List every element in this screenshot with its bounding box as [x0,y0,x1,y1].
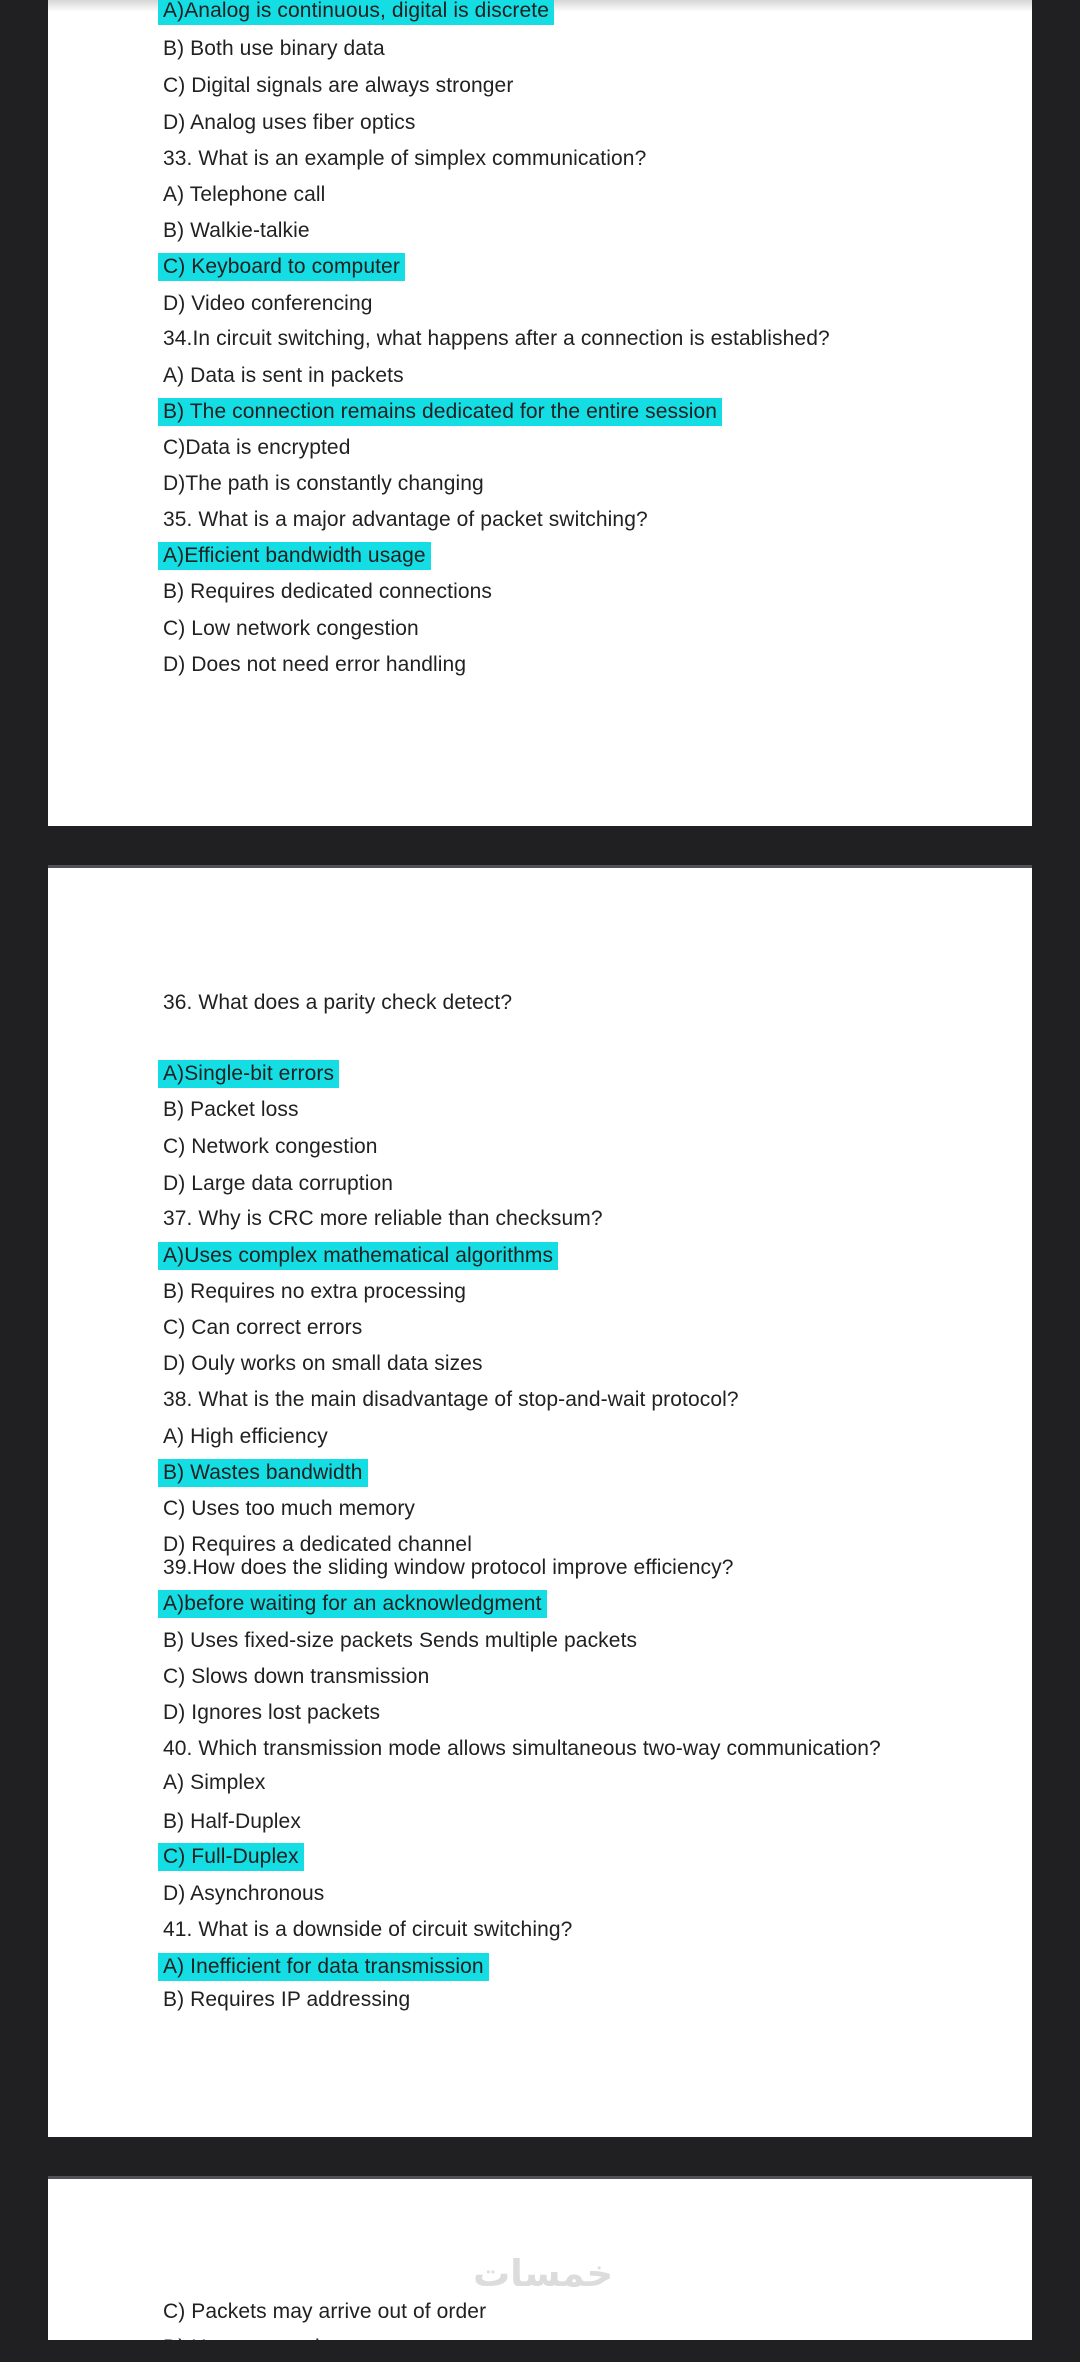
text-line: 40. Which transmission mode allows simultaneous two-way communication? [163,1737,881,1760]
text-line: 38. What is the main disadvantage of stop-and-wait protocol? [163,1388,739,1411]
document-page-2 [48,865,1032,2137]
page-top-edge [48,865,1032,868]
text-line: D) Analog uses fiber optics [163,111,416,134]
text-line: 41. What is a downside of circuit switching? [163,1918,573,1941]
page-top-edge [48,2176,1032,2179]
highlighted-answer-line: B) Wastes bandwidth [158,1459,368,1487]
highlighted-answer-line: C) Full-Duplex [158,1843,304,1871]
text-line: A) Data is sent in packets [163,364,404,387]
text-line: B) Requires IP addressing [163,1988,411,2011]
highlighted-answer-line: A)Single-bit errors [158,1060,339,1088]
text-line: B) Packet loss [163,1098,299,1121]
text-line: 37. Why is CRC more reliable than checksum? [163,1207,603,1230]
highlighted-answer-line: A)Efficient bandwidth usage [158,542,431,570]
text-line: D) Large data corruption [163,1172,394,1195]
text-line: B) Half-Duplex [163,1810,301,1833]
text-line: A) High efficiency [163,1425,328,1448]
text-line: 36. What does a parity check detect? [163,991,513,1014]
text-line: D) Uses encryption [163,2336,344,2359]
text-line: D) Video conferencing [163,292,373,315]
text-line: B) Both use binary data [163,37,385,60]
text-line: 34.In circuit switching, what happens after a connection is established? [163,327,830,350]
text-line: B) Uses fixed-size packets Sends multiple packets [163,1629,638,1652]
text-line: D) Ignores lost packets [163,1701,381,1724]
text-line: 33. What is an example of simplex communication? [163,147,647,170]
text-line: C) Slows down transmission [163,1665,430,1688]
text-line: C) Low network congestion [163,617,419,640]
text-line: D) Requires a dedicated channel [163,1533,472,1556]
text-line: D) Asynchronous [163,1882,325,1905]
text-line: C) Network congestion [163,1135,378,1158]
text-line: D) Does not need error handling [163,653,467,676]
text-line: C) Packets may arrive out of order [163,2300,487,2323]
highlighted-answer-line: A)before waiting for an acknowledgment [158,1590,547,1618]
text-line: 35. What is a major advantage of packet switching? [163,508,648,531]
text-line: D)The path is constantly changing [163,472,484,495]
document-page-3 [48,2176,1032,2359]
highlighted-answer-line: A) Inefficient for data transmission [158,1953,489,1981]
text-line: A) Telephone call [163,183,326,206]
text-line: C) Digital signals are always stronger [163,74,514,97]
highlighted-answer-line: A)Uses complex mathematical algorithms [158,1242,558,1270]
text-line: C) Can correct errors [163,1316,363,1339]
text-line: B) Requires dedicated connections [163,580,492,603]
text-line: 39.How does the sliding window protocol improve efficiency? [163,1556,734,1579]
document-page-1 [48,0,1032,826]
highlighted-answer-line: C) Keyboard to computer [158,253,405,281]
highlighted-answer-line: A)Analog is continuous, digital is discrete [158,0,554,25]
text-line: A) Simplex [163,1771,266,1794]
text-line: B) Walkie-talkie [163,219,310,242]
khamsat-watermark: خمسات [473,2252,614,2295]
text-line: C)Data is encrypted [163,436,351,459]
highlighted-answer-line: B) The connection remains dedicated for the entire session [158,398,722,426]
text-line: D) Ouly works on small data sizes [163,1352,483,1375]
text-line: B) Requires no extra processing [163,1280,467,1303]
text-line: C) Uses too much memory [163,1497,416,1520]
